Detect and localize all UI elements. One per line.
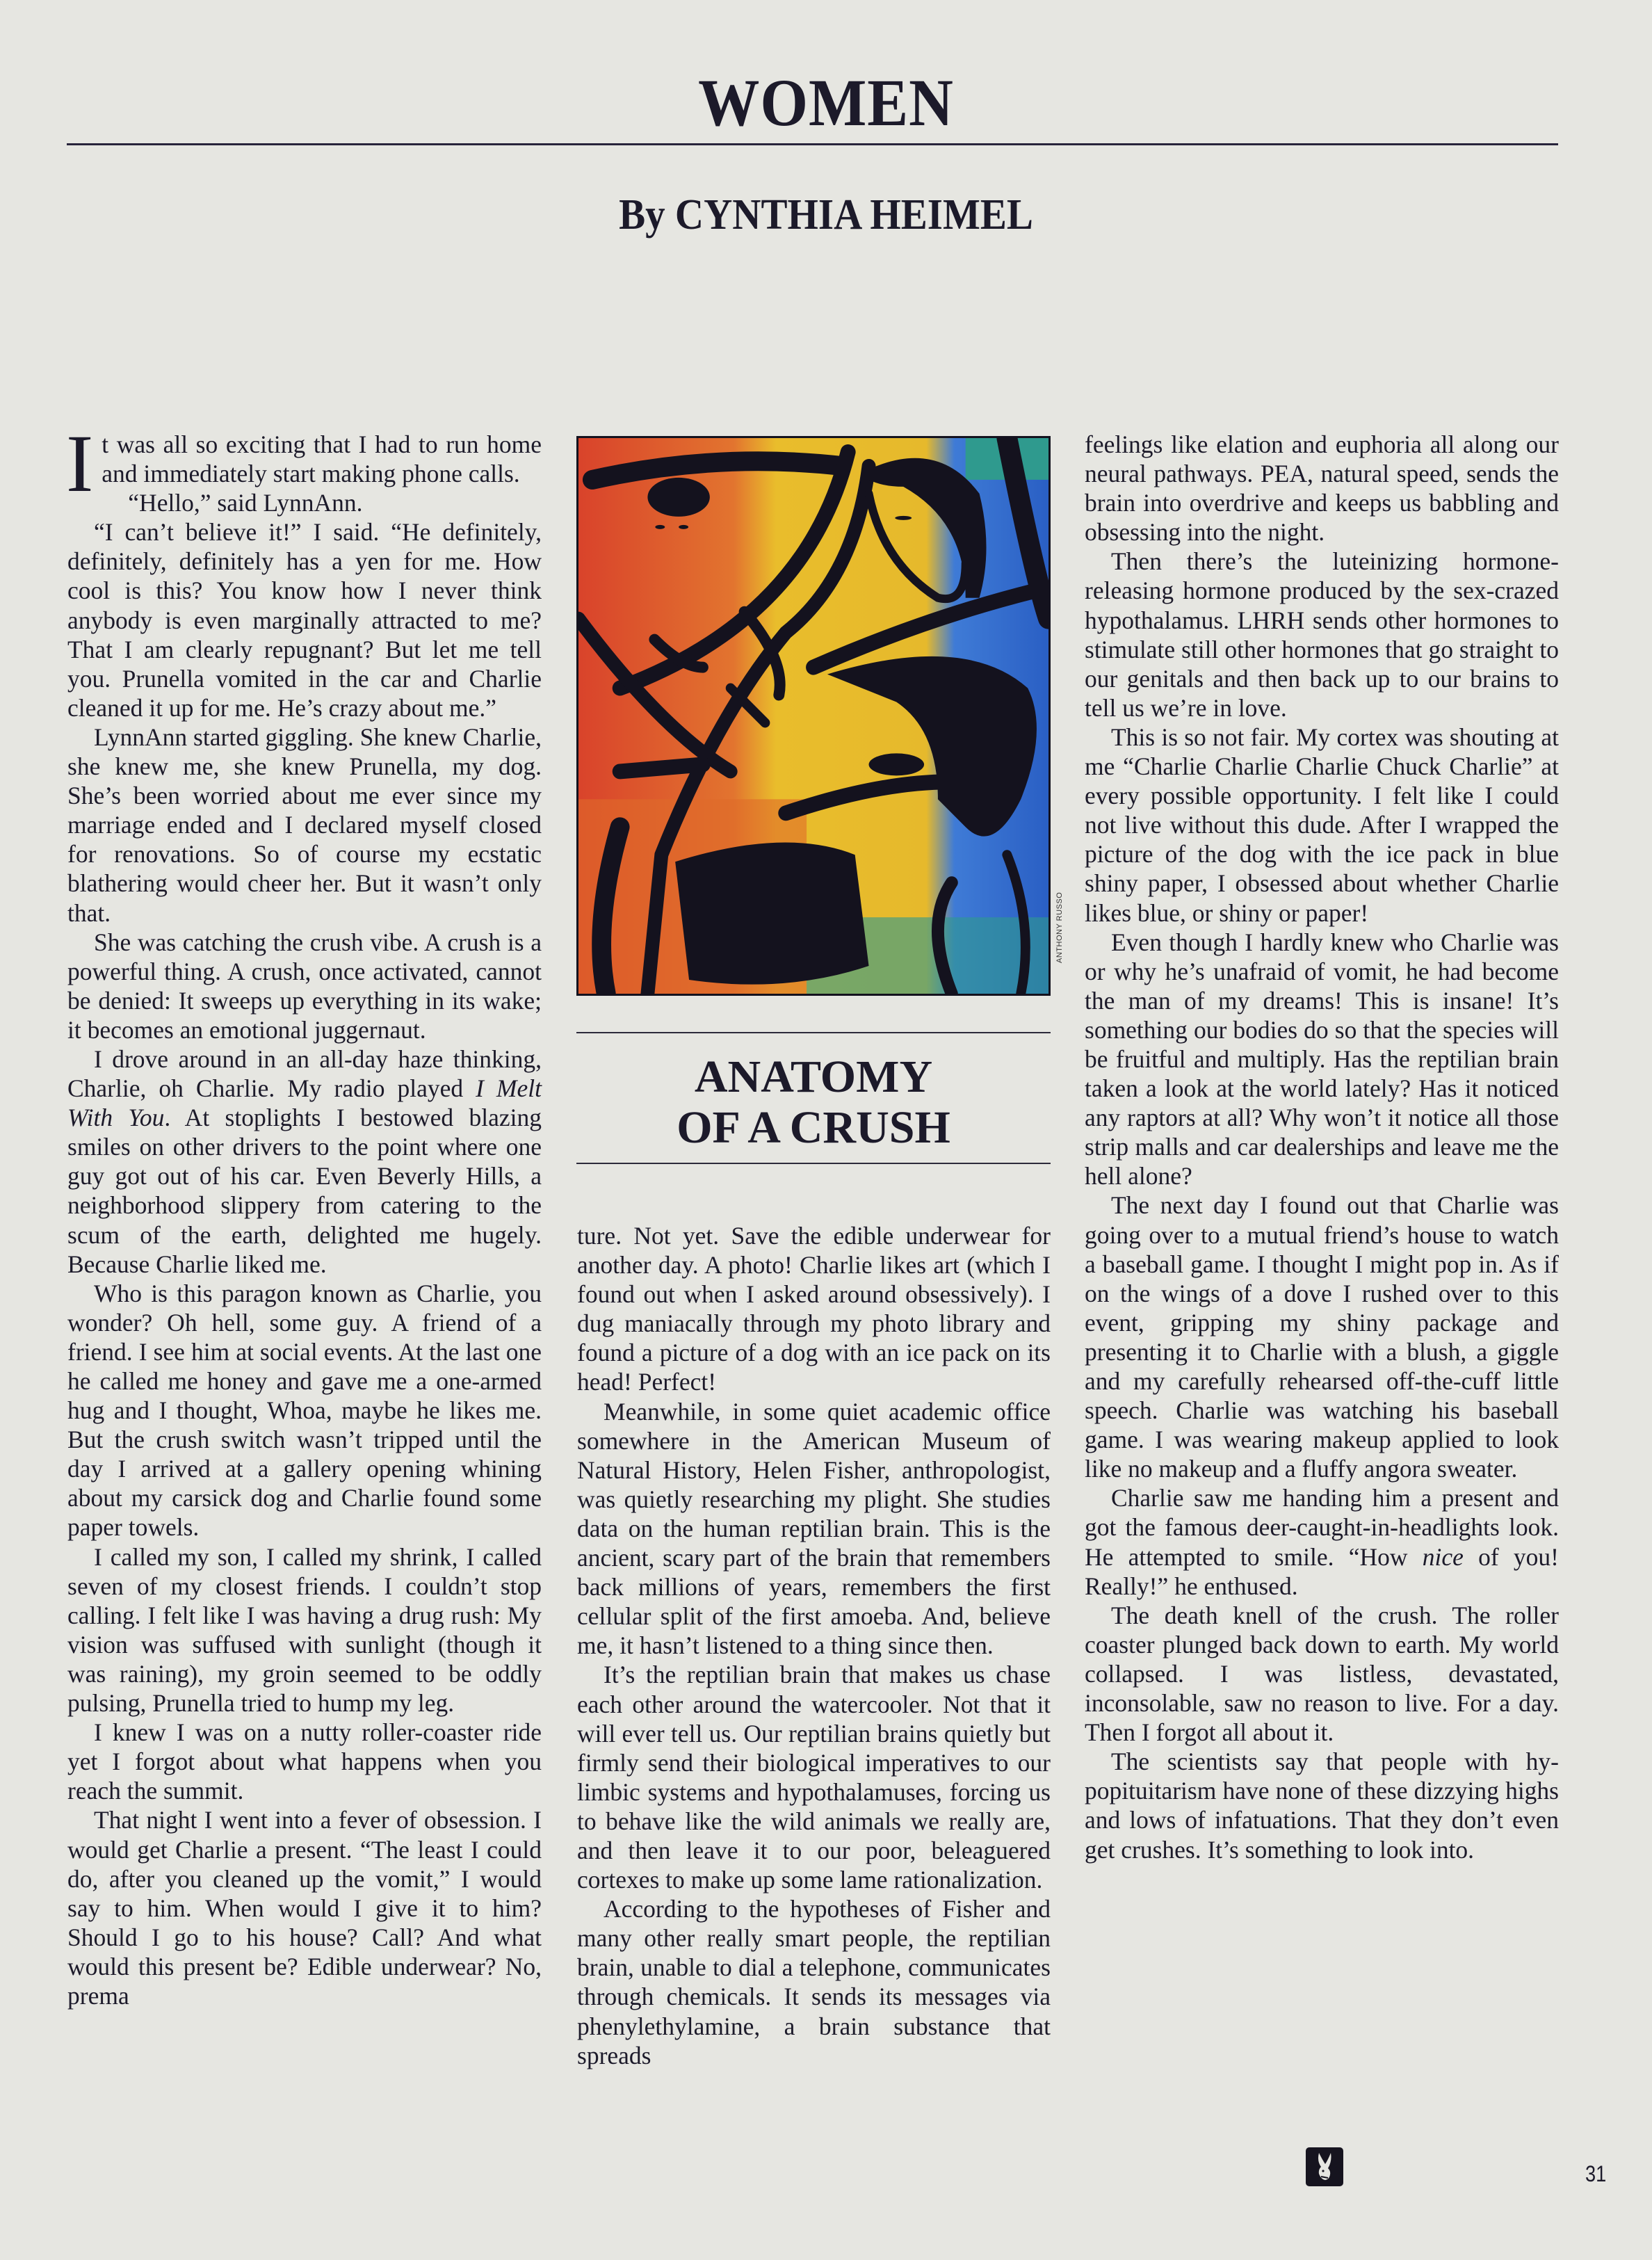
paragraph: I knew I was on a nutty roller-coaster ride yet I forgot about what happens when you reach the summit. xyxy=(67,1718,542,1805)
headline-line-2: OF A CRUSH xyxy=(677,1102,950,1153)
paragraph: It’s the reptilian brain that makes us chase each other around the watercooler. Not that it will ever tell us. Our reptilian brains quietly but firmly send their biological imperatives to our limbic systems and hypothalamuses, forcing us to behave like the wild animals we really are, and then leave it to our poor, beleaguered cortexes to make up some lame rationalization. xyxy=(577,1661,1051,1894)
article-column-right xyxy=(1085,430,1559,1864)
article-column-left xyxy=(66,418,542,2010)
article-headline xyxy=(576,1051,1051,1153)
paragraph: It was all so exciting that I had to run home and immediately start making phone calls. xyxy=(66,418,542,509)
song-title: I Melt With You xyxy=(67,1074,542,1132)
illustration-credit: ANTHONY RUSSO xyxy=(1055,891,1064,963)
paragraph: Meanwhile, in some quiet academic office somewhere in the American Museum of Natural History, Helen Fisher, anthropologist, was quietly researching my plight. She studies data on the human reptilian brain. This is the ancient, scary part of the brain that remembers back millions of years, remembers the first cellular split of the first amoeba. And, believe me, it hasn’t listened to a thing since then. xyxy=(577,1397,1051,1660)
emphasis: nice xyxy=(1422,1542,1464,1571)
page-title: WOMEN xyxy=(698,65,954,140)
paragraph: “I can’t believe it!” I said. “He definitely, definitely, definitely has a yen for me. How cool is this? You know how I never think anybody is even marginally attracted to me? That I am clearly repugnant? But let me tell you. Prunella vomited in the car and Charlie cleaned it up for me. He’s crazy about me.” xyxy=(67,518,542,722)
illustration xyxy=(576,436,1051,996)
article-column-middle xyxy=(577,1221,1051,2070)
paragraph: This is so not fair. My cortex was shouting at me “Charlie Charlie Charlie Chuck Charlie” at every possible opportunity. I felt like I could not live without this dude. After I wrapped the picture of the dog with the ice pack in blue shiny paper, I obsessed about whether Charlie likes blue, or shiny or paper! xyxy=(1085,723,1559,927)
paragraph: The scientists say that people with hypopituitarism have none of these dizzying highs and lows of infatuations. That they don’t even get crushes. It’s something to look into. xyxy=(1085,1748,1559,1864)
page-number: 31 xyxy=(1585,2161,1607,2186)
paragraph: The next day I found out that Charlie was going over to a mutual friend’s house to watch a baseball game. I thought I might pop in. As if on the wings of a dove I rushed over to this event, gripping my shiny package and presenting it to Charlie with a blush, a giggle and my carefully rehearsed off-the-cuff little speech. Charlie was watching his baseball game. I was wearing makeup applied to look like no makeup and a fluffy angora sweater. xyxy=(1085,1191,1559,1483)
headline-top-rule xyxy=(576,1032,1051,1033)
painting-figures-image xyxy=(578,438,1048,994)
paragraph: feelings like elation and euphoria all along our neural pathways. PEA, natural speed, sends the brain into overdrive and keeps us babbling and obsessing into the night. xyxy=(1085,430,1559,547)
paragraph: Even though I hardly knew who Charlie was or why he’s unafraid of vomit, he had become the man of my dreams! This is insane! It’s something our bodies do so that the species will be fruitful and multiply. Has the reptilian brain taken a look at the world lately? Has it noticed any raptors at all? Why won’t it notice all those strip malls and car dealerships and leave me the hell alone? xyxy=(1085,928,1559,1190)
drop-cap: I xyxy=(66,418,94,509)
title-rule xyxy=(67,143,1558,145)
paragraph: I drove around in an all-day haze thinking, Charlie, oh Charlie. My radio played I Melt With You. At stoplights I bestowed blazing smiles on other drivers to the point where one guy got out of his car. Even Beverly Hills, a neighborhood slippery from catering to the scum of the earth, delighted me hugely. Because Charlie liked me. xyxy=(67,1044,542,1278)
paragraph: That night I went into a fever of obsession. I would get Charlie a present. “The least I could do, after you cleaned up the vomit,” I would say to him. When would I give it to him? Should I go to his house? Call? And what would this present be? Edible underwear? No, prema xyxy=(67,1806,542,2010)
byline: By CYNTHIA HEIMEL xyxy=(619,191,1033,239)
headline-line-1: ANATOMY xyxy=(694,1051,933,1102)
headline-bottom-rule xyxy=(576,1163,1051,1164)
paragraph: She was catching the crush vibe. A crush is a powerful thing. A crush, once activated, cannot be denied: It sweeps up everything in its wake; it becomes an emotional juggernaut. xyxy=(67,928,542,1044)
paragraph: Who is this paragon known as Charlie, you wonder? Oh hell, some guy. A friend of a friend. I see him at social events. At the last one he called me honey and gave me a one-armed hug and I thought, Whoa, maybe he likes me. But the crush switch wasn’t tripped until the day I arrived at a gallery opening whining about my carsick dog and Charlie found some paper towels. xyxy=(67,1279,542,1542)
paragraph: LynnAnn started giggling. She knew Charlie, she knew me, she knew Prunella, my dog. She’s been worried about me ever since my marriage ended and I declared myself closed for renovations. So of course my ecstatic blathering would cheer her. But it wasn’t only that. xyxy=(67,723,542,927)
rabbit-head-icon xyxy=(1306,2147,1343,2186)
paragraph: “Hello,” said LynnAnn. xyxy=(128,489,363,517)
paragraph: According to the hypotheses of Fisher and many other really smart people, the reptilian brain, unable to dial a telephone, communicates through chemicals. It sends its messages via phenylethylamine, a brain substance that spreads xyxy=(577,1895,1051,2069)
paragraph: The death knell of the crush. The roller coaster plunged back down to earth. My world collapsed. I was listless, devastated, inconsolable, saw no reason to live. For a day. Then I forgot all about it. xyxy=(1085,1601,1559,1747)
paragraph: Charlie saw me handing him a present and got the famous deer-caught-in-headlights look. He attempted to smile. “How nice of you! Really!” he enthused. xyxy=(1085,1484,1559,1600)
paragraph: I called my son, I called my shrink, I called seven of my closest friends. I couldn’t stop calling. I felt like I was having a drug rush: My vision was suffused with sunlight (though it was raining), my groin seemed to be oddly pulsing, Prunella tried to hump my leg. xyxy=(67,1542,542,1718)
paragraph: Then there’s the luteinizing hormone-releasing hormone produced by the sex-crazed hypothalamus. LHRH sends other hormones to stimulate still other hormones that go straight to our genitals and then back up to our brains to tell us we’re in love. xyxy=(1085,547,1559,722)
paragraph: ture. Not yet. Save the edible underwear for another day. A photo! Charlie likes art (which I found out when I asked around obsessively). I dug maniacally through my photo library and found a picture of a dog with an ice pack on its head! Perfect! xyxy=(577,1222,1051,1396)
